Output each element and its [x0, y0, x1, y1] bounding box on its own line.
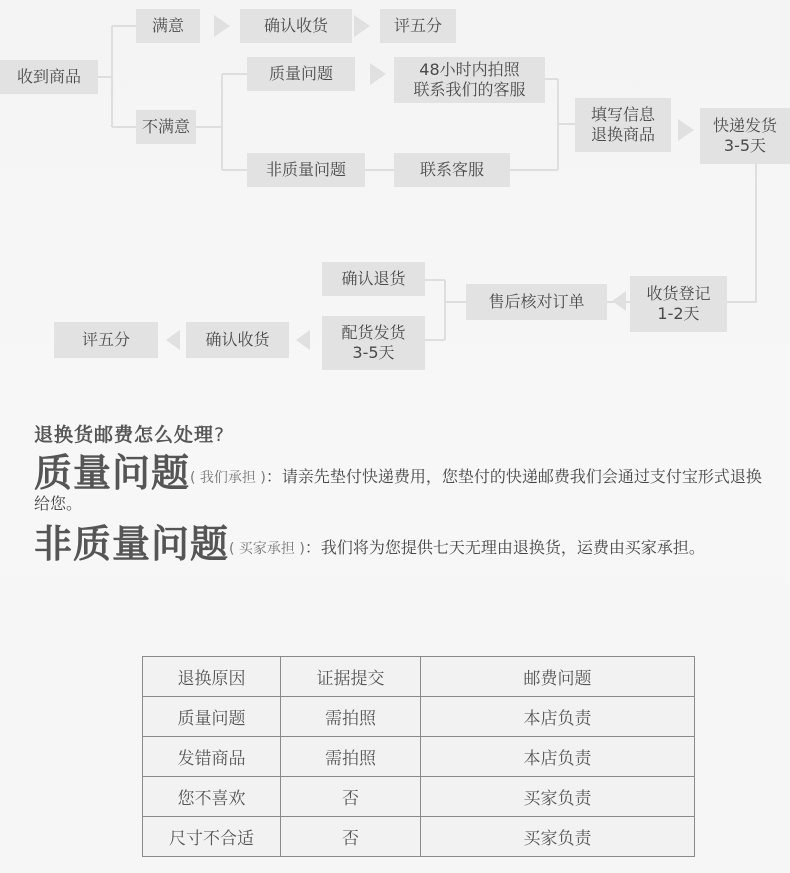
cell-evidence: 需拍照 [281, 697, 421, 737]
arrow-left-icon [296, 330, 310, 350]
non-quality-issue-bearer: ( 买家承担 ) [229, 541, 305, 557]
cell-evidence: 否 [281, 777, 421, 817]
header-reason: 退换原因 [143, 657, 281, 697]
cell-evidence: 需拍照 [281, 737, 421, 777]
non-quality-issue-policy [34, 524, 764, 564]
non-quality-issue-title: 非质量问题 [34, 522, 230, 566]
step-received: 收到商品 [0, 60, 98, 94]
cell-reason: 发错商品 [143, 737, 281, 777]
step-quality-issue: 质量问题 [247, 57, 355, 91]
cell-reason: 尺寸不合适 [143, 817, 281, 857]
step-express-ship: 快递发货 3-5天 [700, 108, 790, 164]
table-header-row [143, 657, 695, 697]
quality-issue-title: 质量问题 [34, 451, 191, 495]
step-five-star: 评五分 [380, 9, 456, 43]
return-fee-table [142, 656, 695, 857]
faq-question-text: 退换货邮费怎么处理 [34, 424, 215, 446]
step-unsatisfied: 不满意 [136, 110, 196, 144]
quality-issue-policy [34, 453, 764, 514]
cell-shipping-fee: 买家负责 [421, 817, 695, 857]
header-shipping-fee: 邮费问题 [421, 657, 695, 697]
table-row [143, 697, 695, 737]
step-confirm-receipt-final: 确认收货 [186, 322, 289, 358]
arrow-left-icon [612, 291, 626, 311]
arrow-right-icon [370, 63, 386, 85]
faq-question-mark: ? [214, 424, 226, 446]
step-non-quality-issue: 非质量问题 [247, 153, 365, 187]
step-satisfied: 满意 [136, 9, 200, 43]
table-row [143, 737, 695, 777]
arrow-right-icon [354, 15, 370, 37]
arrow-right-icon [678, 119, 694, 141]
cell-reason: 质量问题 [143, 697, 281, 737]
arrow-left-icon [166, 330, 180, 350]
step-receive-register: 收货登记 1-2天 [630, 276, 727, 332]
faq-question [34, 420, 764, 447]
arrow-right-icon [214, 15, 230, 37]
step-fill-info: 填写信息 退换商品 [575, 98, 671, 152]
cell-reason: 您不喜欢 [143, 777, 281, 817]
header-evidence: 证据提交 [281, 657, 421, 697]
quality-issue-text: ：请亲先垫付快递费用，您垫付的快递邮费我们会通过支付宝形式退换给您。 [34, 467, 762, 513]
shipping-fee-faq [34, 420, 764, 564]
table-row [143, 817, 695, 857]
step-photo-48h: 48小时内拍照 联系我们的客服 [394, 57, 545, 103]
step-confirm-return: 确认退货 [322, 262, 425, 296]
table-row [143, 777, 695, 817]
non-quality-issue-text: ：我们将为您提供七天无理由退换货，运费由买家承担。 [304, 538, 705, 557]
cell-shipping-fee: 买家负责 [421, 777, 695, 817]
step-five-star-final: 评五分 [54, 322, 158, 358]
quality-issue-bearer: ( 我们承担 ) [190, 470, 266, 486]
step-contact-service: 联系客服 [394, 153, 510, 187]
step-after-sale-check: 售后核对订单 [466, 284, 607, 320]
cell-shipping-fee: 本店负责 [421, 737, 695, 777]
step-confirm-receipt: 确认收货 [240, 9, 352, 43]
cell-shipping-fee: 本店负责 [421, 697, 695, 737]
step-restock-ship: 配货发货 3-5天 [322, 316, 425, 370]
cell-evidence: 否 [281, 817, 421, 857]
